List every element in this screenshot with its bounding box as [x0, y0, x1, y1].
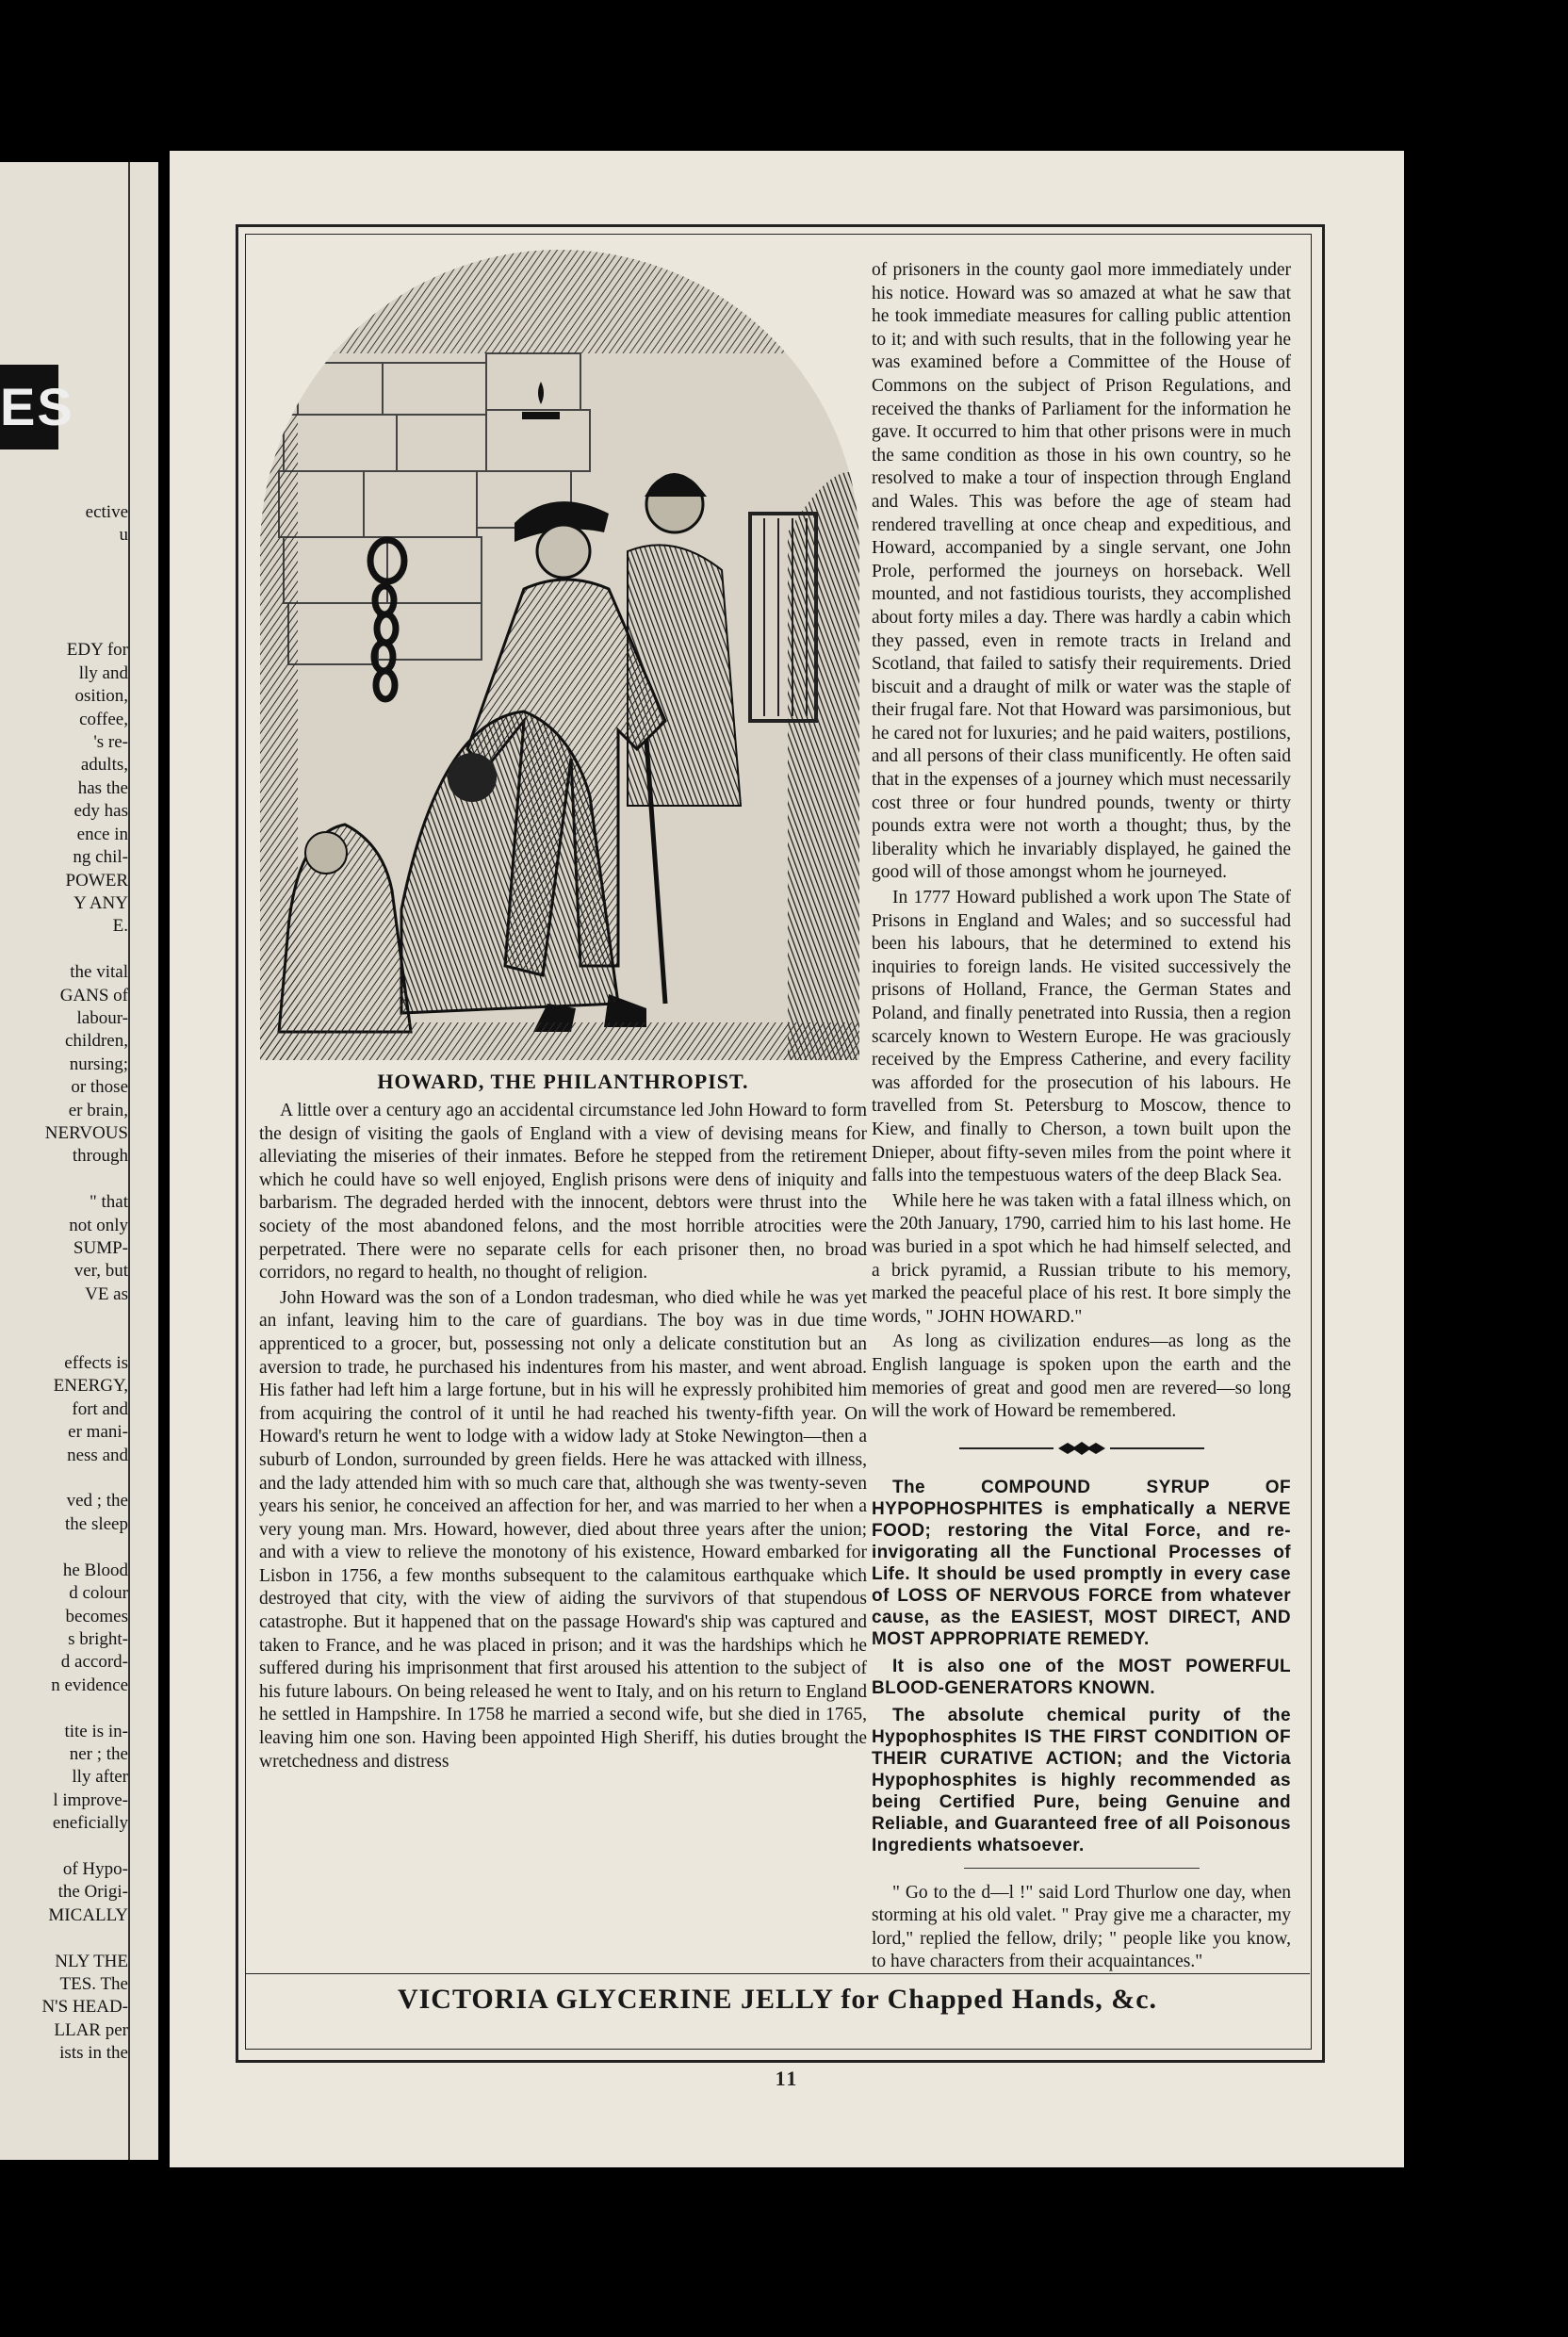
- left-page-fragment-line: EDY for: [66, 640, 128, 661]
- left-page-fragment-line: 's re-: [93, 732, 128, 753]
- left-page-fragment-line: [2, 939, 128, 961]
- right-page: [170, 151, 1404, 2167]
- article-paragraph-3: of prisoners in the county gaol more immediately under his notice. Howard was so amazed at what he saw that he took immediate measures for calling public attention to it; and with such results, that in the following year he was examined before a Committee of the House of Commons on the subject of Prison Regulations, and received the thanks of Parliament for the information he gave. It occurred to him that other prisons were in much the same condition as those in his own country, so he resolved to make a tour of inspection through England and Wales. This was before the age of steam had rendered travelling at once cheap and expeditious, and Howard, accompanied by a single servant, one John Prole, performed the journeys on horseback. Well mounted, and not fastidious tourists, they accomplished about forty miles a day. There was hardly a cabin which they passed, even in remote tracts in Ireland and Scotland, that failed to satisfy their requirements. Dried biscuit and a draught of milk or water was the staple of their frugal fare. Not that Howard was parsimonious, but he cared not for luxuries; and he paid waiters, postilions, and all persons of their class munificently. He often said that in the expenses of a journey which must necessarily cost three or four hundred pounds, twenty or thirty pounds extra were not worth a thought; thus, by the liberality which he invariably displayed, he gained the good will of those amongst whom he journeyed.: [872, 260, 1291, 883]
- left-page-fragment-line: E.: [112, 916, 128, 937]
- left-page-fragment-line: u: [119, 525, 128, 546]
- left-page-fragment-line: [2, 1168, 128, 1191]
- left-page-fragment-line: LLAR per: [54, 2019, 128, 2040]
- left-page-fragment-line: GANS of: [59, 985, 128, 1005]
- left-page-fragment-line: d accord-: [60, 1652, 128, 1673]
- left-page-fragment-line: eneficially: [52, 1813, 128, 1834]
- left-page-fragment-line: [2, 1330, 128, 1352]
- anecdote-paragraph: " Go to the d—l !" said Lord Thurlow one day, when storming at his old valet. " Pray give me a character, my lord," replied the fellow, drily; " people like you know, to have characters from their acquaintances.": [872, 1882, 1291, 1972]
- left-page-fragment-line: [2, 1306, 128, 1329]
- left-page-fragment-line: coffee,: [79, 709, 128, 729]
- left-page-fragment-line: N'S HEAD-: [41, 1997, 128, 2018]
- article-right-column: [872, 259, 1291, 1974]
- left-page-fragment-line: he Blood: [62, 1560, 128, 1580]
- left-page-fragment-line: ence in: [76, 824, 128, 844]
- left-page-fragment-line: ver, but: [74, 1261, 128, 1282]
- advert-paragraph-3: The absolute chemical purity of the Hypophosphites IS THE FIRST CONDITION OF THEIR CURATIVE ACTION; and the Victoria Hypophosphites is highly recommended as being Certified Pure, being Genuine and Reliable, and Guaranteed free of all Poisonous Ingredients whatsoever.: [872, 1705, 1291, 1855]
- left-page-fragment-line: ective: [85, 502, 128, 522]
- left-page-fragment-line: SUMP-: [73, 1238, 128, 1258]
- article-paragraph-2: John Howard was the son of a London tradesman, who died while he was yet an infant, leaving him to the care of guardians. The boy was in due time apprenticed to a grocer, but, possessing not only a delicate constitution but an aversion to trade, he purchased his indentures from his master, and went abroad. His father had left him a large fortune, but in his will he expressly prohibited him from acquiring the control of it until he had reached his twenty-fifth year. On Howard's return he went to lodge with a widow lady at Stoke Newington—then a suburb of London, surrounded by green fields. Here he was attacked with illness, and the lady attended him with so much care that, although she was twenty-seven years his senior, he conceived an affection for her, and was married to her when a very young man. Mrs. Howard, however, died about three years after the union; and with a view to relieve the monotony of his existence, Howard embarked for Lisbon in 1756, a few months subsequent to the calamitous earthquake which destroyed that city, with the view of aiding the survivors of that stupendous catastrophe. But it happened that on the passage Howard's ship was captured and taken to France, and he was placed in prison; and it was the hardships which he suffered during his imprisonment that first aroused his attention to the subject of his future labours. On being released he went to Italy, and on his return to England he settled in Hampshire. In 1758 he married a second wife, but she died in 1765, leaving him one son. Having been appointed High Sheriff, his duties brought the wretchedness and distress: [259, 1287, 867, 1772]
- left-page-fragment-line: ng chil-: [73, 847, 128, 868]
- advert-paragraph-2: It is also one of the MOST POWERFUL BLOOD-GENERATORS KNOWN.: [872, 1656, 1291, 1698]
- left-page-fragment-line: d colour: [69, 1583, 128, 1604]
- left-page-fragment-line: effects is: [64, 1353, 128, 1374]
- article-paragraph-5: While here he was taken with a fatal illness which, on the 20th January, 1790, carried him to his last home. He was buried in a spot which he had himself selected, and a brick pyramid, a Russian tribute to his memory, marked the peaceful place of his rest. It bore simply the words, " JOHN HOWARD.": [872, 1190, 1291, 1327]
- article-paragraph-6: As long as civilization endures—as long as the English language is spoken upon the earth and the memories of great and good men are revered—so long will the work of Howard be remembered.: [872, 1332, 1291, 1422]
- article-left-column: [259, 1070, 867, 1773]
- left-page-fragment-line: " that: [90, 1192, 128, 1213]
- left-page-fragment-line: of Hypo-: [62, 1858, 128, 1879]
- section-divider: [964, 1868, 1200, 1869]
- footer-rule: [245, 1973, 1310, 1974]
- article-headline: HOWARD, THE PHILANTHROPIST.: [377, 1070, 749, 1093]
- left-page-fragment-line: [2, 1697, 128, 1720]
- article-paragraph-4: In 1777 Howard published a work upon The State of Prisons in England and Wales; and so successful had been his labours, that he determined to extend his inquiries to foreign lands. He visited successively the prisons of Holland, France, the German States and Poland, and finally penetrated into Russia, then a region scarcely known to Western Europe. He was graciously received by the Empress Catherine, and every facility was afforded for the prosecution of his labours. He travelled from St. Petersburg to Moscow, thence to Kiew, and finally to Cherson, a town built upon the Dnieper, about fifty-seven miles from the point where it falls into the tempestuous waters of the deep Black Sea.: [872, 888, 1291, 1186]
- left-page-fragment-line: osition,: [74, 686, 128, 707]
- left-page-fragment-line: nursing;: [69, 1054, 128, 1074]
- left-page-fragment-line: fort and: [72, 1398, 128, 1419]
- left-page-text-fragments: [2, 501, 128, 2066]
- left-page-fragment-line: tite is in-: [64, 1721, 128, 1741]
- ornament-divider-icon: [959, 1439, 1204, 1458]
- left-page-fragment-line: lly and: [78, 662, 128, 683]
- left-page-fragment-line: has the: [77, 777, 128, 798]
- left-page-fragment-line: through: [72, 1146, 128, 1167]
- left-page-fragment-line: er mani-: [68, 1422, 128, 1443]
- left-page-fragment-line: [2, 547, 128, 570]
- left-page-fragment-line: [2, 1836, 128, 1858]
- left-page-fragment-line: [2, 570, 128, 593]
- engraving-svg: [260, 250, 859, 1060]
- left-page-fragment-line: ness and: [67, 1445, 128, 1465]
- left-page-fragment-line: or those: [71, 1077, 128, 1098]
- left-page-fragment-line: ENERGY,: [53, 1376, 128, 1397]
- left-page-fragment-line: TES. The: [59, 1974, 128, 1994]
- left-page-fragment-line: becomes: [65, 1606, 128, 1626]
- left-page-fragment-line: [2, 1927, 128, 1950]
- left-page-fragment-line: er brain,: [68, 1100, 128, 1120]
- left-page-fragment-line: [2, 1536, 128, 1559]
- left-page-fragment-line: adults,: [80, 755, 128, 776]
- left-page-banner: ES: [0, 365, 58, 449]
- left-page-column-rule: [128, 162, 130, 2160]
- left-page-fragment-line: NLY THE: [55, 1951, 128, 1971]
- article-paragraph-1: A little over a century ago an accidental circumstance led John Howard to form the design of visiting the gaols of England with a view of devising means for alleviating the miseries of their inmates. Before he stepped from the retirement which he could have so well enjoyed, English prisons were dens of iniquity and barbarism. The degraded herded with the innocent, debtors were thrust into the society of the most abandoned felons, and the most horrible atrocities were perpetrated. There were no separate cells for each prisoner then, no broad corridors, no regard to health, no thought of religion.: [259, 1101, 867, 1283]
- left-page-fragment-line: lly after: [72, 1767, 128, 1788]
- left-page-fragment-line: [2, 594, 128, 616]
- left-page-fragment-line: MICALLY: [48, 1904, 128, 1925]
- advert-paragraph-1: The COMPOUND SYRUP OF HYPOPHOSPHITES is emphatically a NERVE FOOD; restoring the Vital Force, and re-invigorating all the Functional Processes of Life. It should be used promptly in every case of LOSS OF NERVOUS FORCE from whatever cause, as the EASIEST, MOST DIRECT, AND MOST APPROPRIATE REMEDY.: [872, 1477, 1291, 1649]
- left-page-fragment-line: ner ; the: [69, 1743, 128, 1764]
- left-page-fragment-line: the Origi-: [57, 1882, 128, 1903]
- left-page-fragment-line: n evidence: [51, 1675, 128, 1695]
- left-page-fragment-line: l improve-: [53, 1790, 128, 1810]
- left-page-fragment-line: NERVOUS: [44, 1122, 128, 1143]
- left-page-fragment-line: the sleep: [64, 1513, 128, 1534]
- left-page-fragment-line: edy has: [74, 801, 128, 822]
- page-number: 11: [775, 2067, 799, 2090]
- left-page-fragment-line: s bright-: [68, 1628, 128, 1649]
- left-page-fragment-line: the vital: [70, 962, 128, 983]
- left-page-fragment-line: POWER: [65, 870, 128, 891]
- left-page-fragment-line: not only: [69, 1215, 128, 1235]
- left-page-fragment-line: ved ; the: [66, 1491, 128, 1512]
- howard-engraving-illustration: [260, 250, 859, 1060]
- left-page-fragment-line: labour-: [76, 1007, 128, 1028]
- left-page-fragment: [0, 162, 158, 2160]
- left-page-fragment-line: [2, 616, 128, 639]
- left-page-fragment-line: VE as: [85, 1283, 128, 1304]
- left-page-fragment-line: Y ANY: [74, 892, 128, 913]
- book-gutter: [158, 151, 170, 2167]
- footer-advert-title: VICTORIA GLYCERINE JELLY for Chapped Hands, &c.: [397, 1984, 1158, 2015]
- left-page-fragment-line: children,: [64, 1031, 128, 1052]
- left-page-fragment-line: [2, 1467, 128, 1490]
- left-page-fragment-line: ists in the: [59, 2043, 128, 2064]
